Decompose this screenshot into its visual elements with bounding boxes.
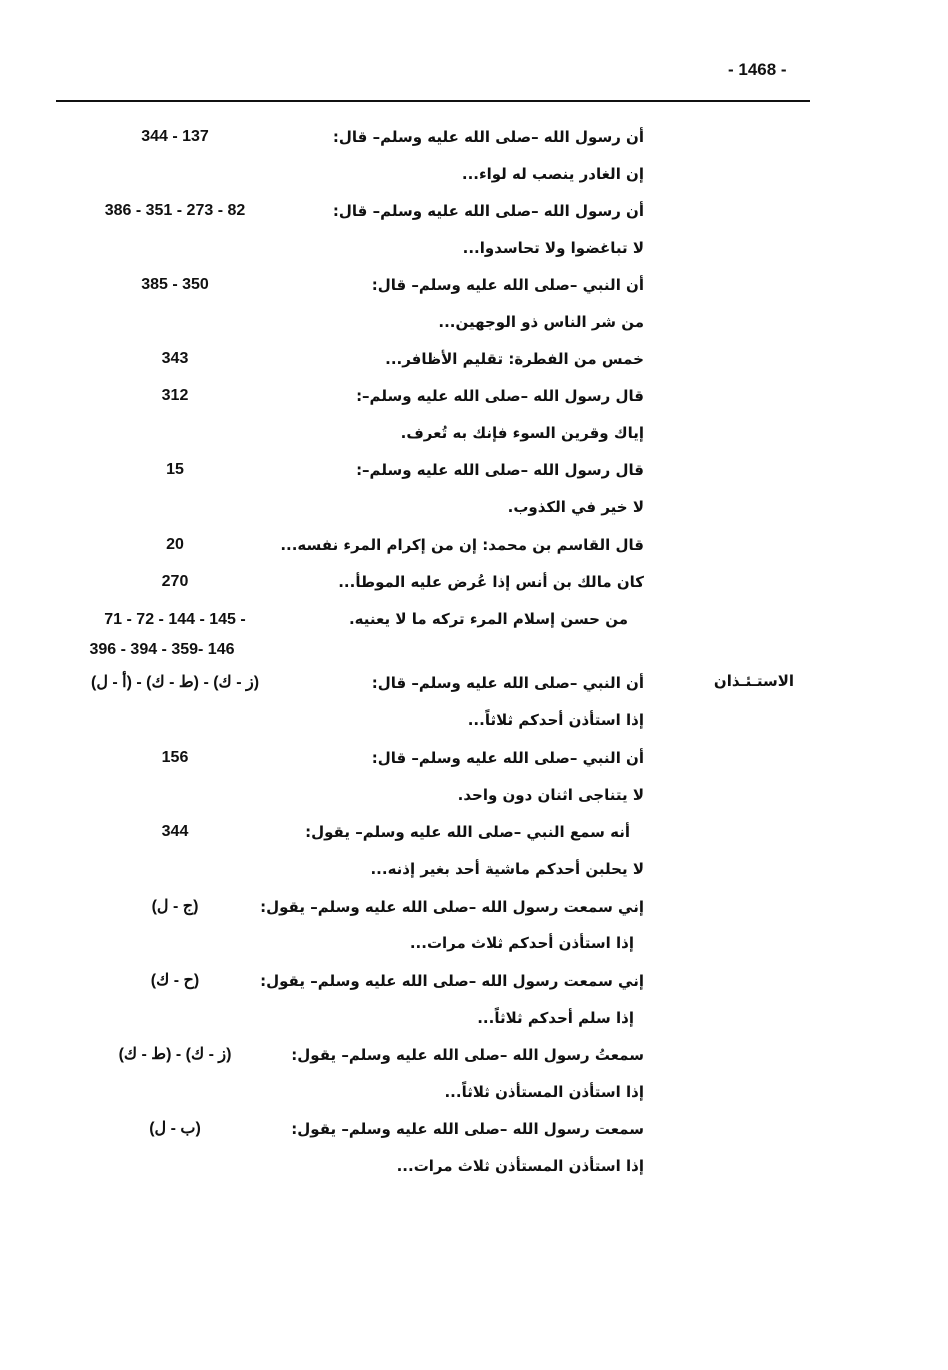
entry-text: سمعتُ رسول الله –صلى الله عليه وسلم– يقول: [291, 1046, 644, 1064]
entry-continuation: لا خير في الكذوب. [507, 498, 644, 516]
entry-refs: (ج - ل) [151, 898, 199, 915]
entry-continuation: لا يحلبن أحدكم ماشية أحد بغير إذنه... [370, 860, 644, 878]
entry-refs-line: 396 - 394 - 359- 146 [89, 641, 235, 658]
entry-text: أن النبي –صلى الله عليه وسلم– قال: [371, 276, 644, 294]
entry-continuation: إياك وقرين السوء فإنك به تُعرف. [400, 424, 644, 442]
entry-refs: (ب - ل) [149, 1120, 201, 1137]
entry-text: قال رسول الله –صلى الله عليه وسلم–: [356, 387, 644, 405]
entry-refs: 343 [161, 350, 189, 367]
entry-refs: 344 [161, 823, 189, 840]
entry-continuation: إن الغادر ينصب له لواء... [461, 165, 644, 183]
entry-text: سمعت رسول الله –صلى الله عليه وسلم– يقول: [291, 1120, 644, 1138]
entry-refs: (ح - ك) [150, 972, 200, 989]
entry-refs: 156 [161, 749, 189, 766]
entry-refs-line: 71 - 72 - 144 - 145 - [104, 611, 246, 628]
entry-continuation: لا تباغضوا ولا تحاسدوا... [462, 239, 644, 257]
entry-continuation: إذا استأذن أحدكم ثلاث مرات... [409, 934, 634, 952]
entry-refs: (ز - ك) - (ط - ك) [118, 1046, 232, 1063]
entry-text: أن رسول الله –صلى الله عليه وسلم– قال: [332, 202, 644, 220]
entry-refs: 270 [161, 573, 189, 590]
entry-refs: 20 [166, 536, 184, 553]
entry-text: خمس من الفطرة: تقليم الأظافر... [385, 350, 644, 368]
header-rule [56, 100, 810, 102]
entry-text: من حسن إسلام المرء تركه ما لا يعنيه. [348, 610, 628, 628]
entry-continuation: إذا استأذن أحدكم ثلاثاً... [467, 711, 644, 729]
entry-refs: 386 - 351 - 273 - 82 [104, 202, 246, 219]
entry-continuation: لا يتناجى اثنان دون واحد. [457, 786, 644, 804]
entry-text: أن رسول الله –صلى الله عليه وسلم– قال: [332, 128, 644, 146]
entry-continuation: إذا استأذن المستأذن ثلاث مرات... [396, 1157, 644, 1175]
entry-text: أن النبي –صلى الله عليه وسلم– قال: [371, 749, 644, 767]
entry-continuation: من شر الناس ذو الوجهين... [438, 313, 644, 331]
entry-text: أنه سمع النبي –صلى الله عليه وسلم– يقول: [305, 823, 630, 841]
entry-text: أن النبي –صلى الله عليه وسلم– قال: [371, 674, 644, 692]
entry-text: إني سمعت رسول الله –صلى الله عليه وسلم– يقول: [260, 972, 644, 990]
entry-text: كان مالك بن أنس إذا عُرض عليه الموطأ... [338, 573, 644, 591]
entry-refs: 15 [166, 461, 184, 478]
entry-continuation: إذا سلم أحدكم ثلاثاً... [477, 1009, 634, 1027]
section-heading: الاستـئـذان [713, 672, 795, 690]
entry-text: قال رسول الله –صلى الله عليه وسلم–: [356, 461, 644, 479]
entry-text: إني سمعت رسول الله –صلى الله عليه وسلم– يقول: [260, 898, 644, 916]
entry-refs: (ز - ك) - (ط - ك) - (أ - ل) [90, 674, 260, 691]
entry-refs: 344 - 137 [141, 128, 209, 145]
entry-refs: 312 [161, 387, 189, 404]
entry-continuation: إذا استأذن المستأذن ثلاثاً... [444, 1083, 644, 1101]
page-number: - 1468 - [728, 60, 787, 79]
entry-refs: 385 - 350 [141, 276, 209, 293]
entry-text: قال القاسم بن محمد: إن من إكرام المرء نفسه... [280, 536, 644, 554]
